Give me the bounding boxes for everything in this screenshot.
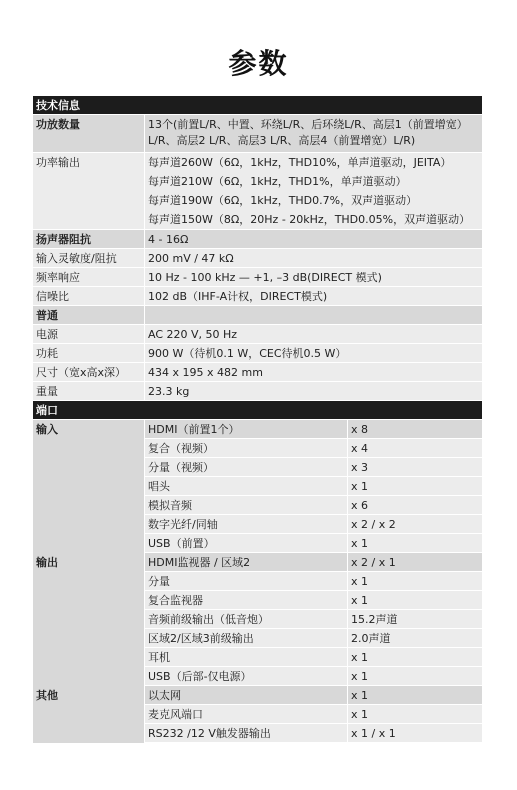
port-row: [145, 629, 482, 648]
port-group-other: [33, 686, 482, 743]
port-count: 15.2声道: [351, 613, 398, 626]
port-group-output: [33, 553, 482, 686]
port-row: [145, 458, 482, 477]
port-name: 耳机: [145, 648, 348, 666]
port-group-label: 其他: [33, 686, 145, 743]
port-row: [145, 439, 482, 458]
port-count: x 2 / x 2: [351, 518, 396, 531]
port-name: 麦克风端口: [145, 705, 348, 723]
port-row: [145, 724, 482, 743]
spec-row-snr: [33, 287, 482, 306]
spec-value: 4 - 16Ω: [148, 233, 189, 246]
spec-value-lines: [145, 153, 482, 229]
port-row: [145, 610, 482, 629]
port-name: USB（后部-仅电源）: [145, 667, 348, 685]
port-name: RS232 /12 V触发器输出: [145, 724, 348, 742]
spec-row-power-output: [33, 153, 482, 230]
port-row: [145, 591, 482, 610]
spec-row-dimensions: [33, 363, 482, 382]
spec-row-frequency: [33, 268, 482, 287]
spec-value: 434 x 195 x 482 mm: [148, 366, 263, 379]
spec-value: 13个(前置L/R、中置、环绕L/R、后环绕L/R、高层1（前置增宽）L/R、高层2 L/R、高层3 L/R、高层4（前置增宽）L/R): [148, 118, 468, 147]
port-count: x 1: [351, 670, 369, 683]
port-group-label: 输入: [33, 420, 145, 553]
power-line: 每声道150W（8Ω，20Hz - 20kHz，THD0.05%，双声道驱动）: [148, 213, 471, 226]
spec-label: 功放数量: [33, 115, 145, 152]
spec-value: 102 dB（IHF-A计权，DIRECT模式): [148, 290, 328, 303]
port-count: x 1: [351, 651, 369, 664]
port-row: [145, 496, 482, 515]
port-row: [145, 477, 482, 496]
port-name: 音频前级输出（低音炮）: [145, 610, 348, 628]
spec-value: 900 W（待机0.1 W，CEC待机0.5 W）: [148, 347, 347, 360]
spec-label: 功率输出: [33, 153, 145, 229]
spec-table: [33, 96, 482, 743]
port-name: HDMI（前置1个）: [145, 420, 348, 438]
port-count: x 1: [351, 594, 369, 607]
spec-label: 扬声器阻抗: [33, 230, 145, 248]
spec-label: 重量: [33, 382, 145, 400]
port-name: 区域2/区域3前级输出: [145, 629, 348, 647]
port-row: [145, 553, 482, 572]
port-count: x 1: [351, 575, 369, 588]
section-header-ports: [33, 401, 482, 420]
port-group-label: 输出: [33, 553, 145, 686]
port-count: 2.0声道: [351, 632, 391, 645]
port-count: x 1: [351, 480, 369, 493]
spec-row-amp-count: [33, 115, 482, 153]
spec-row-consumption: [33, 344, 482, 363]
page-title: 参数: [228, 47, 289, 80]
power-line: 每声道190W（6Ω，1kHz，THD0.7%，双声道驱动）: [148, 194, 418, 207]
port-count: x 2 / x 1: [351, 556, 396, 569]
port-row: [145, 648, 482, 667]
port-name: 数字光纤/同轴: [145, 515, 348, 533]
spec-row-impedance: [33, 230, 482, 249]
spec-row-power-supply: [33, 325, 482, 344]
port-count: x 1 / x 1: [351, 727, 396, 740]
spec-row-weight: [33, 382, 482, 401]
section-title: 普通: [33, 306, 145, 324]
port-group-input: [33, 420, 482, 553]
spec-value: 200 mV / 47 kΩ: [148, 252, 234, 265]
port-count: x 4: [351, 442, 369, 455]
port-name: 分量（视频）: [145, 458, 348, 476]
port-name: 唱头: [145, 477, 348, 495]
port-count: x 1: [351, 537, 369, 550]
port-count: x 6: [351, 499, 369, 512]
port-name: 模拟音频: [145, 496, 348, 514]
spec-value: AC 220 V, 50 Hz: [148, 328, 238, 341]
port-name: HDMI监视器 / 区域2: [145, 553, 348, 571]
spec-label: 信噪比: [33, 287, 145, 305]
port-count: x 1: [351, 708, 369, 721]
port-row: [145, 515, 482, 534]
port-row: [145, 686, 482, 705]
spec-label: 功耗: [33, 344, 145, 362]
spec-label: 输入灵敏度/阻抗: [33, 249, 145, 267]
spec-value: 10 Hz - 100 kHz — +1, –3 dB(DIRECT 模式): [148, 271, 382, 284]
section-header-general: [33, 306, 482, 325]
spec-value: 23.3 kg: [148, 385, 190, 398]
power-line: 每声道260W（6Ω，1kHz，THD10%，单声道驱动，JEITA）: [148, 156, 452, 169]
port-count: x 3: [351, 461, 369, 474]
port-row: [145, 667, 482, 686]
spec-label: 尺寸（宽x高x深）: [33, 363, 145, 381]
power-line: 每声道210W（6Ω，1kHz，THD1%，单声道驱动）: [148, 175, 407, 188]
port-row: [145, 572, 482, 591]
port-name: 复合（视频）: [145, 439, 348, 457]
port-row: [145, 534, 482, 553]
port-name: USB（前置）: [145, 534, 348, 552]
section-title: 端口: [36, 404, 58, 417]
port-row: [145, 705, 482, 724]
spec-label: 频率响应: [33, 268, 145, 286]
port-name: 分量: [145, 572, 348, 590]
section-title: 技术信息: [36, 99, 80, 112]
port-name: 复合监视器: [145, 591, 348, 609]
spec-row-sensitivity: [33, 249, 482, 268]
port-row: [145, 420, 482, 439]
port-name: 以太网: [145, 686, 348, 704]
section-header-tech: [33, 96, 482, 115]
port-count: x 1: [351, 689, 369, 702]
port-count: x 8: [351, 423, 369, 436]
spec-label: 电源: [33, 325, 145, 343]
